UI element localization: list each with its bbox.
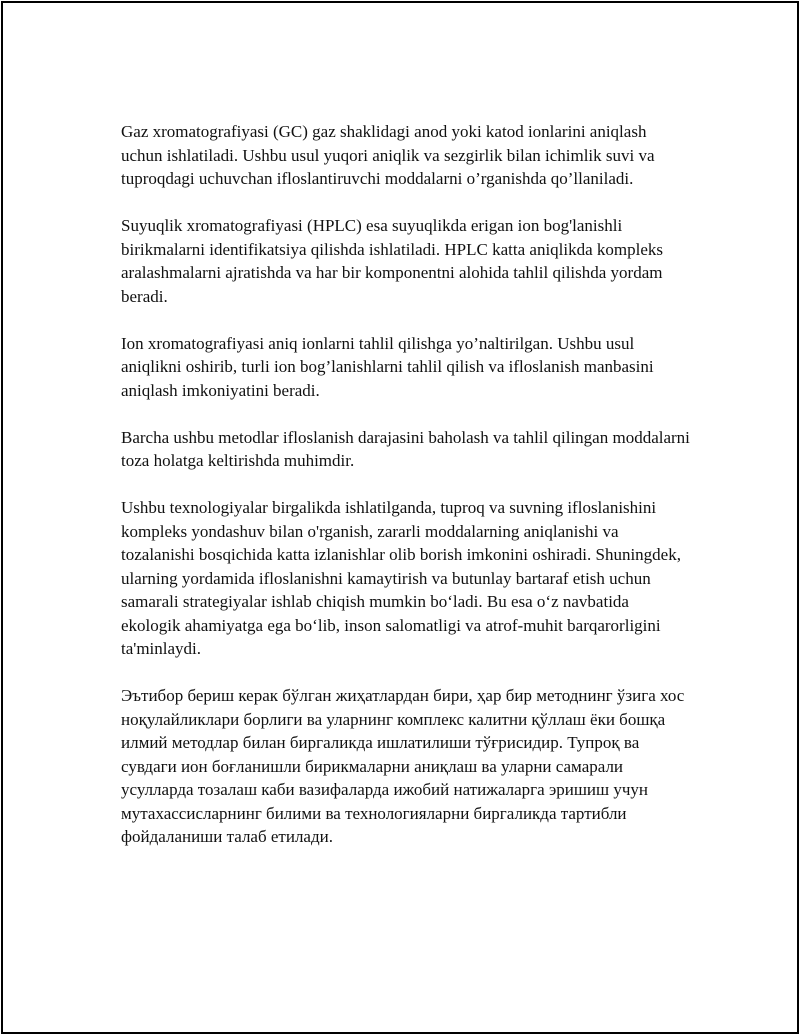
paragraph-gc: Gaz xromatografiyasi (GC) gaz shaklidagi anod yoki katod ionlarini aniqlash uchun ishlatiladi. Ushbu usul yuqori aniqlik va sezgirlik bilan ichimlik suvi va tuproqdagi uchuvchan ifloslantiruvchi moddalarni o’rganishda qo’llaniladi. [121, 122, 655, 188]
paragraph-ion-chromatography: Ion xromatografiyasi aniq ionlarni tahlil qilishga yo’naltirilgan. Ushbu usul aniqlikni oshirib, turli ion bog’lanishlarni tahlil qilish va ifloslanish manbasini aniqlash imkoniyatini beradi. [121, 333, 654, 400]
paragraph-cyrillic-note: Эътибор бериш керак бўлган жиҳатлардан бири, ҳар бир методнинг ўзига хос ноқулайликлари борлиги ва уларнинг комплекс калитни қўллаш ёки бошқа илмий методлар билан биргаликда ишлатилиши тўғрисидир. Тупроқ ва сувдаги ион боғланишли бирикмаларни аниқлаш ва уларни самарали усулларда тозалаш каби вазифаларда ижобий натижаларга эришиш учун мутахассисларнинг билими ва технологияларни биргаликда тартибли фойдаланиши талаб етилади. [121, 686, 685, 846]
paragraph-combined-technologies: Ushbu texnologiyalar birgalikda ishlatilganda, tuproq va suvning ifloslanishini kompleks yondashuv bilan o'rganish, zararli moddalarning aniqlanishi va tozalanishi bosqichida katta izlanishlar olib borish imkonini oshiradi. Shuningdek, ularning yordamida ifloslanishni kamaytirish va butunlay bartaraf etish uchun samarali strategiyalar ishlab chiqish mumkin bo‘ladi. Bu esa o‘z navbatida ekologik ahamiyatga ega bo‘lib, inson salomatligi va atrof-muhit barqarorligini ta'minlaydi. [121, 498, 681, 658]
page-frame [1, 1, 799, 1034]
paragraph-hplc: Suyuqlik xromatografiyasi (HPLC) esa suyuqlikda erigan ion bog'lanishli birikmalarni identifikatsiya qilishda ishlatiladi. HPLC katta aniqlikda kompleks aralashmalarni ajratishda va har bir komponentni alohida tahlil qilishda yordam beradi. [121, 216, 664, 306]
paragraph-methods-summary: Barcha ushbu metodlar ifloslanish darajasini baholash va tahlil qilingan moddalarni toza holatga keltirishda muhimdir. [121, 427, 690, 470]
document-body [121, 120, 691, 849]
